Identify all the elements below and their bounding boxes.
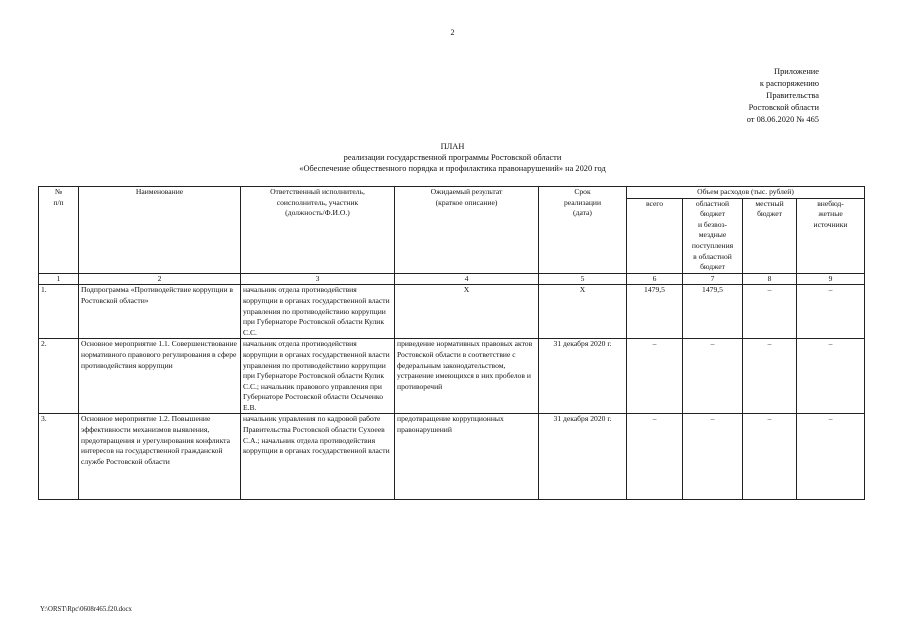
row-total: 1479,5 — [627, 285, 683, 339]
row-extra: – — [797, 414, 865, 500]
header-regional: областной бюджет и безвоз- мездные поступления в областной бюджет — [683, 198, 743, 273]
row-name: Основное мероприятие 1.1. Совершенствование нормативного правового регулирования в сфере противодействия коррупции — [79, 339, 241, 414]
table-row — [39, 414, 865, 500]
row-local: – — [743, 285, 797, 339]
column-number: 4 — [395, 273, 539, 285]
appendix-line: от 08.06.2020 № 465 — [746, 115, 819, 124]
row-responsible: начальник управления по кадровой работе Правительства Ростовской области Сухоеев С.А.; начальник отдела противодействия коррупции в органах государственной власти — [241, 414, 395, 500]
row-extra: – — [797, 285, 865, 339]
header-num: № п/п — [39, 187, 79, 274]
row-responsible: начальник отдела противодействия коррупции в органах государственной власти управления по противодействию коррупции при Губернаторе Ростовской области Кулик С.С.; начальник правового управления при Губернаторе Ростовской области Осыченко Е.В. — [241, 339, 395, 414]
row-term: Х — [539, 285, 627, 339]
header-expenses: Объем расходов (тыс. рублей) — [627, 187, 865, 199]
appendix-block — [747, 66, 819, 126]
row-regional: – — [683, 339, 743, 414]
row-num: 2. — [39, 339, 79, 414]
heading-line: «Обеспечение общественного порядка и профилактика правонарушений» на 2020 год — [299, 164, 606, 173]
column-number: 2 — [79, 273, 241, 285]
row-term: 31 декабря 2020 г. — [539, 339, 627, 414]
column-number: 1 — [39, 273, 79, 285]
column-number: 8 — [743, 273, 797, 285]
row-local: – — [743, 414, 797, 500]
row-total: – — [627, 414, 683, 500]
document-heading — [0, 141, 905, 174]
page-number: 2 — [450, 28, 455, 37]
row-extra: – — [797, 339, 865, 414]
heading-line: реализации государственной программы Ростовской области — [343, 153, 562, 162]
column-number: 7 — [683, 273, 743, 285]
column-number: 3 — [241, 273, 395, 285]
column-number: 9 — [797, 273, 865, 285]
row-num: 3. — [39, 414, 79, 500]
header-extra: внебюд- жетные источники — [797, 198, 865, 273]
row-num: 1. — [39, 285, 79, 339]
appendix-line: Приложение — [774, 67, 819, 76]
column-number: 5 — [539, 273, 627, 285]
row-regional: – — [683, 414, 743, 500]
row-result: приведение нормативных правовых актов Ростовской области в соответствие с федеральным законодательством, устранение имеющихся в них пробелов и противоречий — [395, 339, 539, 414]
file-path-footer: Y:\ORST\Rpc\0608r465.f20.docx — [40, 606, 132, 613]
row-local: – — [743, 339, 797, 414]
table-row — [39, 339, 865, 414]
appendix-line: к распоряжению — [759, 79, 819, 88]
header-local: местный бюджет — [743, 198, 797, 273]
table-row — [39, 285, 865, 339]
header-name: Наименование — [79, 187, 241, 274]
row-responsible: начальник отдела противодействия коррупции в органах государственной власти управления по противодействию коррупции при Губернаторе Ростовской области Кулик С.С. — [241, 285, 395, 339]
row-regional: 1479,5 — [683, 285, 743, 339]
header-result: Ожидаемый результат (краткое описание) — [395, 187, 539, 274]
heading-title: ПЛАН — [440, 142, 465, 151]
header-responsible: Ответственный исполнитель, соисполнитель, участник (должность/Ф.И.О.) — [241, 187, 395, 274]
appendix-line: Ростовской области — [748, 103, 819, 112]
row-name: Подпрограмма «Противодействие коррупции в Ростовской области» — [79, 285, 241, 339]
plan-table — [38, 186, 865, 500]
header-total: всего — [627, 198, 683, 273]
row-total: – — [627, 339, 683, 414]
row-term: 31 декабря 2020 г. — [539, 414, 627, 500]
header-row — [39, 187, 865, 199]
appendix-line: Правительства — [766, 91, 819, 100]
header-term: Срок реализации (дата) — [539, 187, 627, 274]
column-number-row — [39, 273, 865, 285]
column-number: 6 — [627, 273, 683, 285]
row-name: Основное мероприятие 1.2. Повышение эффективности механизмов выявления, предотвращения и урегулирования конфликта интересов на государственной гражданской службе Ростовской области — [79, 414, 241, 500]
row-result: предотвращение коррупционных правонарушений — [395, 414, 539, 500]
row-result: Х — [395, 285, 539, 339]
